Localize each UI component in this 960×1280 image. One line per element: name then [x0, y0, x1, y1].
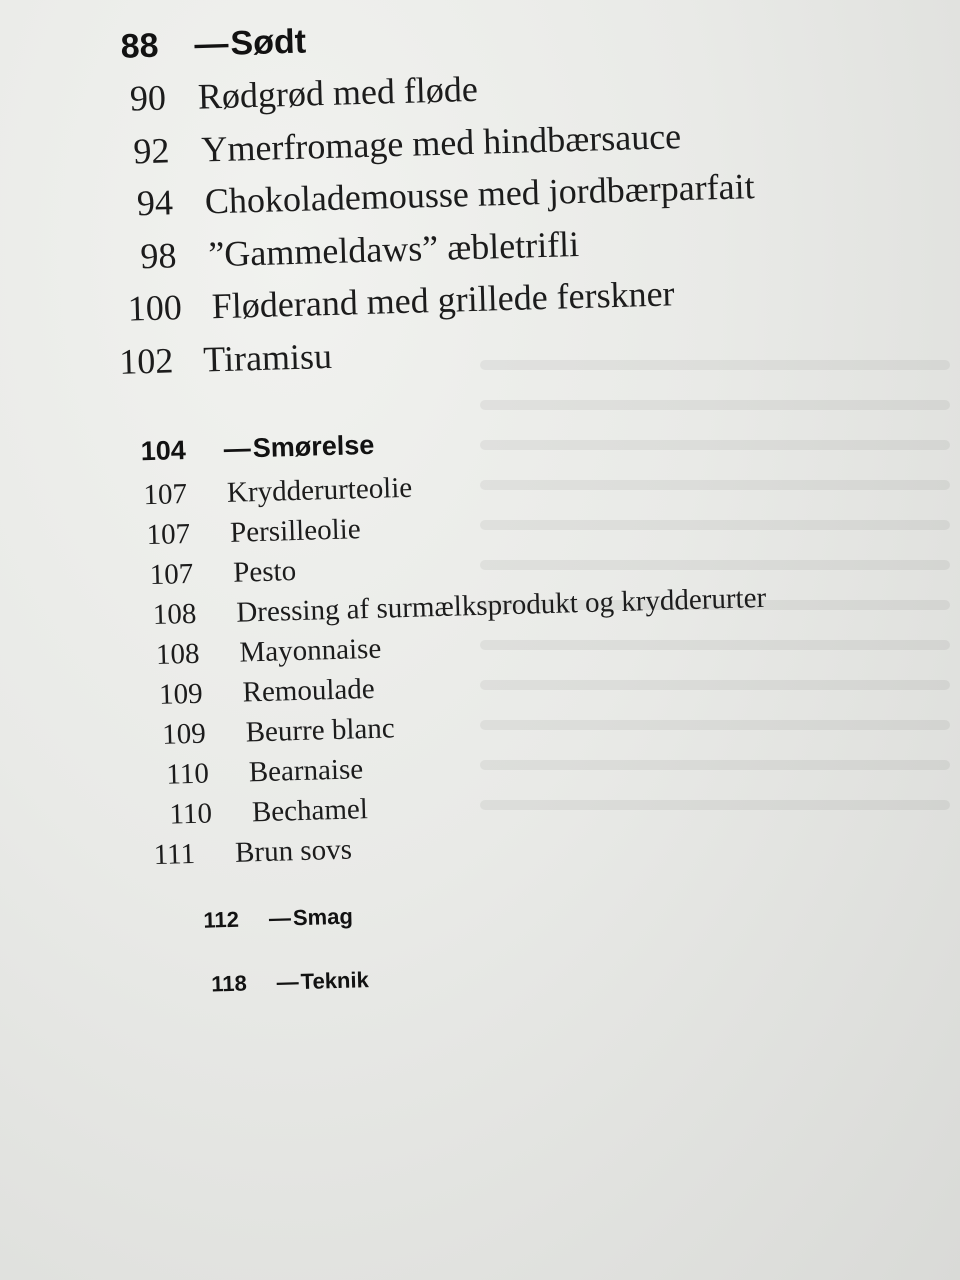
entry-title: Ymerfromage med hindbærsauce [200, 115, 682, 169]
entry-title: Rødgrød med fløde [197, 68, 479, 117]
entry-title: Bearnaise [248, 753, 364, 789]
entry-page-number: 107 [146, 517, 191, 552]
table-of-contents [110, 5, 957, 1008]
section-title: — Smag [269, 904, 354, 932]
entry-page-number: 107 [143, 478, 188, 512]
entry-page-number: 109 [158, 677, 204, 711]
section-heading [202, 951, 957, 1006]
entry-title: Pesto [232, 555, 297, 589]
section-heading [195, 887, 956, 942]
section-title: — Smørelse [223, 430, 374, 465]
entry-page-number: 90 [129, 77, 167, 119]
entry-page-number: 102 [118, 339, 174, 382]
entry-page-number: 108 [155, 637, 200, 671]
section-page-number: 88 [120, 26, 160, 66]
entry-title: Persilleolie [229, 513, 362, 549]
toc-section-smorelse [135, 414, 953, 879]
entry-title: Tiramisu [202, 335, 333, 380]
entry-title: Beurre blanc [245, 712, 396, 749]
entry-page-number: 94 [136, 182, 174, 224]
entry-page-number: 109 [161, 717, 207, 751]
section-page-number: 118 [210, 970, 248, 997]
entry-title: ”Gammeldaws” æbletrifli [207, 223, 580, 274]
section-title: — Teknik [276, 967, 369, 996]
entry-title: Bechamel [251, 793, 369, 829]
entry-page-number: 110 [169, 797, 213, 831]
entry-page-number: 92 [132, 129, 170, 171]
entry-page-number: 111 [153, 837, 196, 872]
entry-title: Brun sovs [234, 833, 353, 869]
entry-title: Remoulade [242, 672, 376, 709]
toc-section-smag [195, 887, 956, 942]
toc-section-teknik [202, 951, 957, 1006]
entry-page-number: 98 [139, 234, 177, 276]
entry-title: Dressing af surmælksprodukt og krydderurter [235, 581, 767, 629]
section-page-number: 112 [203, 906, 240, 933]
entry-title: Krydderurteolie [226, 471, 413, 509]
entry-page-number: 107 [149, 557, 194, 592]
entry-page-number: 108 [152, 597, 197, 632]
section-page-number: 104 [140, 435, 187, 467]
entry-title: Fløderand med grillede ferskner [211, 273, 676, 327]
entry-page-number: 100 [127, 287, 183, 329]
entry-title: Mayonnaise [239, 632, 382, 669]
entry-title: Chokolademousse med jordbærparfait [204, 166, 756, 222]
toc-section-sodt [110, 5, 940, 393]
entry-page-number: 110 [165, 757, 210, 791]
section-title: — Sødt [194, 23, 307, 65]
